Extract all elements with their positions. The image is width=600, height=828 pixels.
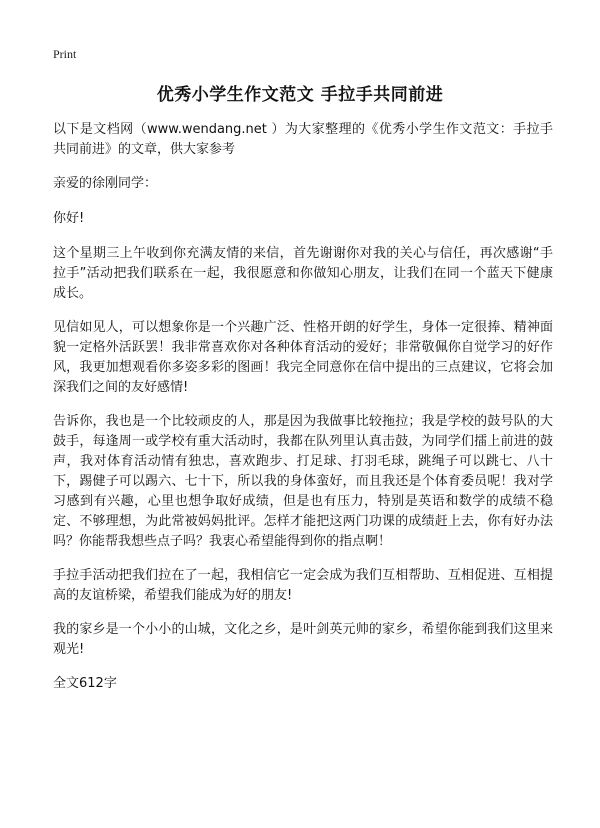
body-paragraph: 见信如见人，可以想象你是一个兴趣广泛、性格开朗的好学生，身体一定很捧、精神面貌一定格外活跃罢！我非常喜欢你对各种体育活动的爱好；非常敬佩你自觉学习的好作风，我更加想观看你多姿多彩的图画！我完全同意你在信中提出的三点建议，它将会加深我们之间的友好感情! [53, 320, 553, 395]
print-label: Print [53, 47, 77, 61]
greeting: 你好! [53, 211, 85, 226]
salutation: 亲爱的徐刚同学： [53, 176, 158, 191]
body-paragraph: 我的家乡是一个小小的山城，文化之乡，是叶剑英元帅的家乡，希望你能到我们这里来观光! [53, 622, 553, 657]
body-paragraph: 手拉手活动把我们拉在了一起，我相信它一定会成为我们互相帮助、互相促进、互相提高的友谊桥梁，希望我们能成为好的朋友! [53, 568, 553, 603]
intro-paragraph: 以下是文档网（www.wendang.net ）为大家整理的《优秀小学生作文范文：手拉手共同前进》的文章，供大家参考 [53, 122, 553, 157]
body-paragraph: 这个星期三上午收到你充满友情的来信，首先谢谢你对我的关心与信任，再次感谢“手拉手”活动把我们联系在一起，我很愿意和你做知心朋友，让我们在同一个蓝天下健康成长。 [53, 246, 553, 301]
page-title: 优秀小学生作文范文 手拉手共同前进 [156, 85, 444, 105]
body-paragraph: 告诉你，我也是一个比较顽皮的人，那是因为我做事比较拖拉；我是学校的鼓号队的大鼓手，每逢周一或学校有重大活动时，我都在队列里认真击鼓，为同学们擂上前进的鼓声，我对体育活动情有独忠，喜欢跑步、打足球、打羽毛球，跳绳子可以跳七、八十下，踢健子可以踢六、七十下，所以我的身体蛮好，而且我还是个体育委员呢！我对学习感到有兴趣，心里也想争取好成绩，但是也有压力，特别是英语和数学的成绩不稳定、不够理想，为此常被妈妈批评。怎样才能把这两门功课的成绩赶上去，你有好办法吗？你能帮我想些点子吗？我衷心希望能得到你的指点啊！ [53, 414, 553, 549]
word-count: 全文612字 [53, 676, 117, 691]
document-body [53, 120, 553, 708]
